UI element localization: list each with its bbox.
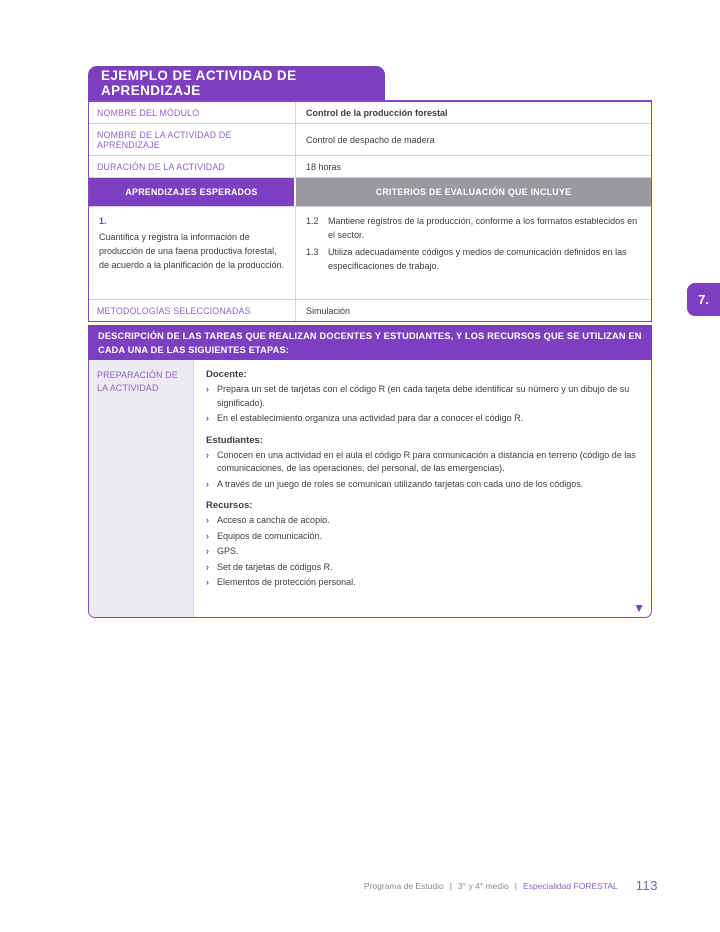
criterion-text: Mantiene registros de la producción, conforme a los formatos establecidos en el sector. [328, 216, 638, 240]
list-item-text: Acceso a cancha de acopio. [217, 515, 330, 525]
stage-content [194, 360, 651, 617]
description-band-text: DESCRIPCIÓN DE LAS TAREAS QUE REALIZAN DOCENTES Y ESTUDIANTES, Y LOS RECURSOS QUE SE UTILIZAN EN CADA UNA DE LAS SIGUIENTES ETAPAS: [98, 331, 642, 355]
list-item [206, 383, 637, 410]
criterion-item [306, 246, 641, 274]
bullet-icon: › [206, 530, 209, 541]
table-row [89, 124, 651, 156]
bullet-icon: › [206, 449, 209, 460]
header-expected-learning: APRENDIZAJES ESPERADOS [89, 178, 296, 206]
bullet-icon: › [206, 515, 209, 525]
list-item [206, 514, 637, 528]
bullet-icon: › [206, 478, 209, 489]
description-band [88, 325, 652, 363]
criterion-code: 1.2 [306, 216, 319, 226]
table-row [89, 156, 651, 178]
criterion-text: Utiliza adecuadamente códigos y medios de comunicación definidos en las especificaciones de trabajo. [328, 246, 627, 271]
stage-box [88, 360, 652, 618]
list-item [206, 530, 637, 544]
row-value-activity-name: Control de despacho de madera [306, 135, 435, 145]
row-label-module: NOMBRE DEL MÓDULO [89, 102, 296, 123]
methodology-label: METODOLOGÍAS SELECCIONADAS [89, 300, 296, 321]
stage-label: PREPARACIÓN DE LA ACTIVIDAD [89, 360, 194, 617]
header-evaluation-criteria: CRITERIOS DE EVALUACIÓN QUE INCLUYE [296, 178, 651, 206]
list-item [206, 545, 637, 559]
activity-info-table [88, 100, 652, 322]
footer [364, 878, 658, 893]
list-item [206, 449, 637, 476]
table-row [89, 102, 651, 124]
bullet-icon: › [206, 413, 209, 423]
expected-learning-text: Cuantifica y registra la información de producción de una faena productiva forestal, de acuerdo a la planificación de la producción. [99, 231, 285, 270]
list-item-text: Set de tarjetas de códigos R. [217, 561, 333, 572]
section-recursos [206, 500, 637, 590]
bullet-icon: › [206, 546, 209, 556]
list-item [206, 478, 637, 492]
list-item-text: Elementos de protección personal. [217, 577, 356, 587]
footer-separator: | [514, 880, 517, 891]
table-header-row [89, 178, 651, 207]
section-heading: Recursos: [206, 500, 253, 511]
list-item [206, 561, 637, 575]
learning-criteria-row [89, 207, 651, 300]
page-title: EJEMPLO DE ACTIVIDAD DE APRENDIZAJE [88, 66, 385, 100]
footer-grade: 3° y 4° medio [457, 880, 509, 891]
criteria-cell [296, 207, 651, 299]
footer-program: Programa de Estudio [363, 880, 444, 891]
bullet-icon: › [206, 577, 209, 587]
footer-separator: | [449, 880, 452, 891]
bullet-icon: › [206, 561, 209, 572]
row-label-duration: DURACIÓN DE LA ACTIVIDAD [89, 156, 296, 177]
criterion-code: 1.3 [306, 246, 319, 257]
row-value-module: Control de la producción forestal [306, 108, 448, 118]
expected-learning-number: 1. [99, 216, 107, 226]
footer-specialty: Especialidad FORESTAL [522, 880, 618, 891]
list-item-text: A través de un juego de roles se comunican utilizando tarjetas con cada uno de los códigos. [217, 478, 584, 489]
section-heading: Docente: [206, 369, 247, 380]
chapter-tab: 7. [687, 283, 720, 316]
methodology-row [89, 300, 651, 321]
expected-learning-cell [89, 207, 296, 299]
list-item [206, 412, 637, 426]
row-value-duration: 18 horas [306, 162, 342, 172]
list-item-text: Prepara un set de tarjetas con el código R (en cada tarjeta debe identificar su número y un dibujo de su significado). [217, 384, 630, 408]
page-number: 113 [635, 878, 658, 893]
list-item-text: Equipos de comunicación. [217, 530, 323, 541]
list-item [206, 576, 637, 590]
list-item-text: Conocen en una actividad en el aula el código R para comunicación a distancia en terreno (código de las comunicaciones, de las operaciones, del personal, de las emergencias). [217, 449, 636, 473]
list-item-text: GPS. [217, 546, 239, 556]
criterion-item [306, 215, 641, 243]
row-label-activity-name: NOMBRE DE LA ACTIVIDAD DE APRENDIZAJE [89, 124, 296, 155]
bullet-icon: › [206, 384, 209, 394]
section-estudiantes [206, 435, 637, 492]
section-docente [206, 369, 637, 426]
list-item-text: En el establecimiento organiza una actividad para dar a conocer el código R. [217, 413, 524, 423]
section-heading: Estudiantes: [206, 434, 264, 446]
continuation-arrow-icon: ▼ [633, 601, 645, 615]
methodology-value: Simulación [306, 306, 351, 316]
